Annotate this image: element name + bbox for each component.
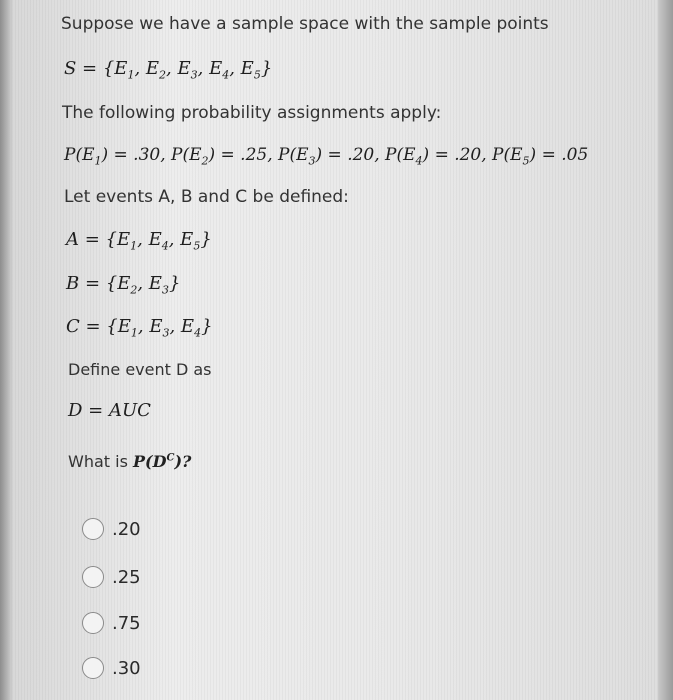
radio-button[interactable] — [82, 612, 104, 634]
radio-button[interactable] — [82, 657, 104, 679]
probability-assignments: $P(E_1) = .30$, $P(E_2) = .25$, $P(E_3) = .20$, $P(E_4) = .20$, $P(E_5) = .05$ — [64, 145, 589, 168]
option-1[interactable] — [82, 518, 141, 540]
assignments-intro: The following probability assignments apply: — [62, 103, 442, 123]
events-intro: Let events A, B and C be defined: — [64, 187, 349, 207]
option-label: .30 — [112, 657, 141, 679]
question-panel — [12, 0, 658, 700]
event-a-definition: $A = \{E_1$, $E_4$, $E_5$} — [66, 229, 212, 253]
question-text — [68, 452, 191, 471]
option-label: .75 — [112, 612, 141, 634]
option-2[interactable] — [82, 566, 141, 588]
sample-space-set: $S = \{E_1$, $E_2$, $E_3$, $E_4$, $E_5$} — [64, 58, 273, 82]
intro-text: Suppose we have a sample space with the sample points — [61, 14, 549, 34]
option-4[interactable] — [82, 657, 141, 679]
option-label: .20 — [112, 518, 141, 540]
option-3[interactable] — [82, 612, 141, 634]
define-d-text: Define event D as — [68, 360, 212, 379]
question-expression: $P(D^C)$? — [133, 452, 192, 471]
left-edge-shadow — [0, 0, 10, 700]
event-b-definition: $B = \{E_2$, $E_3$} — [66, 273, 181, 297]
radio-button[interactable] — [82, 518, 104, 540]
radio-button[interactable] — [82, 566, 104, 588]
option-label: .25 — [112, 566, 141, 588]
event-c-definition: $C = \{E_1$, $E_3$, $E_4$} — [66, 316, 213, 340]
question-prefix: What is — [68, 452, 133, 471]
event-d-definition: D = AUC — [68, 400, 151, 421]
right-edge-shadow — [659, 0, 673, 700]
